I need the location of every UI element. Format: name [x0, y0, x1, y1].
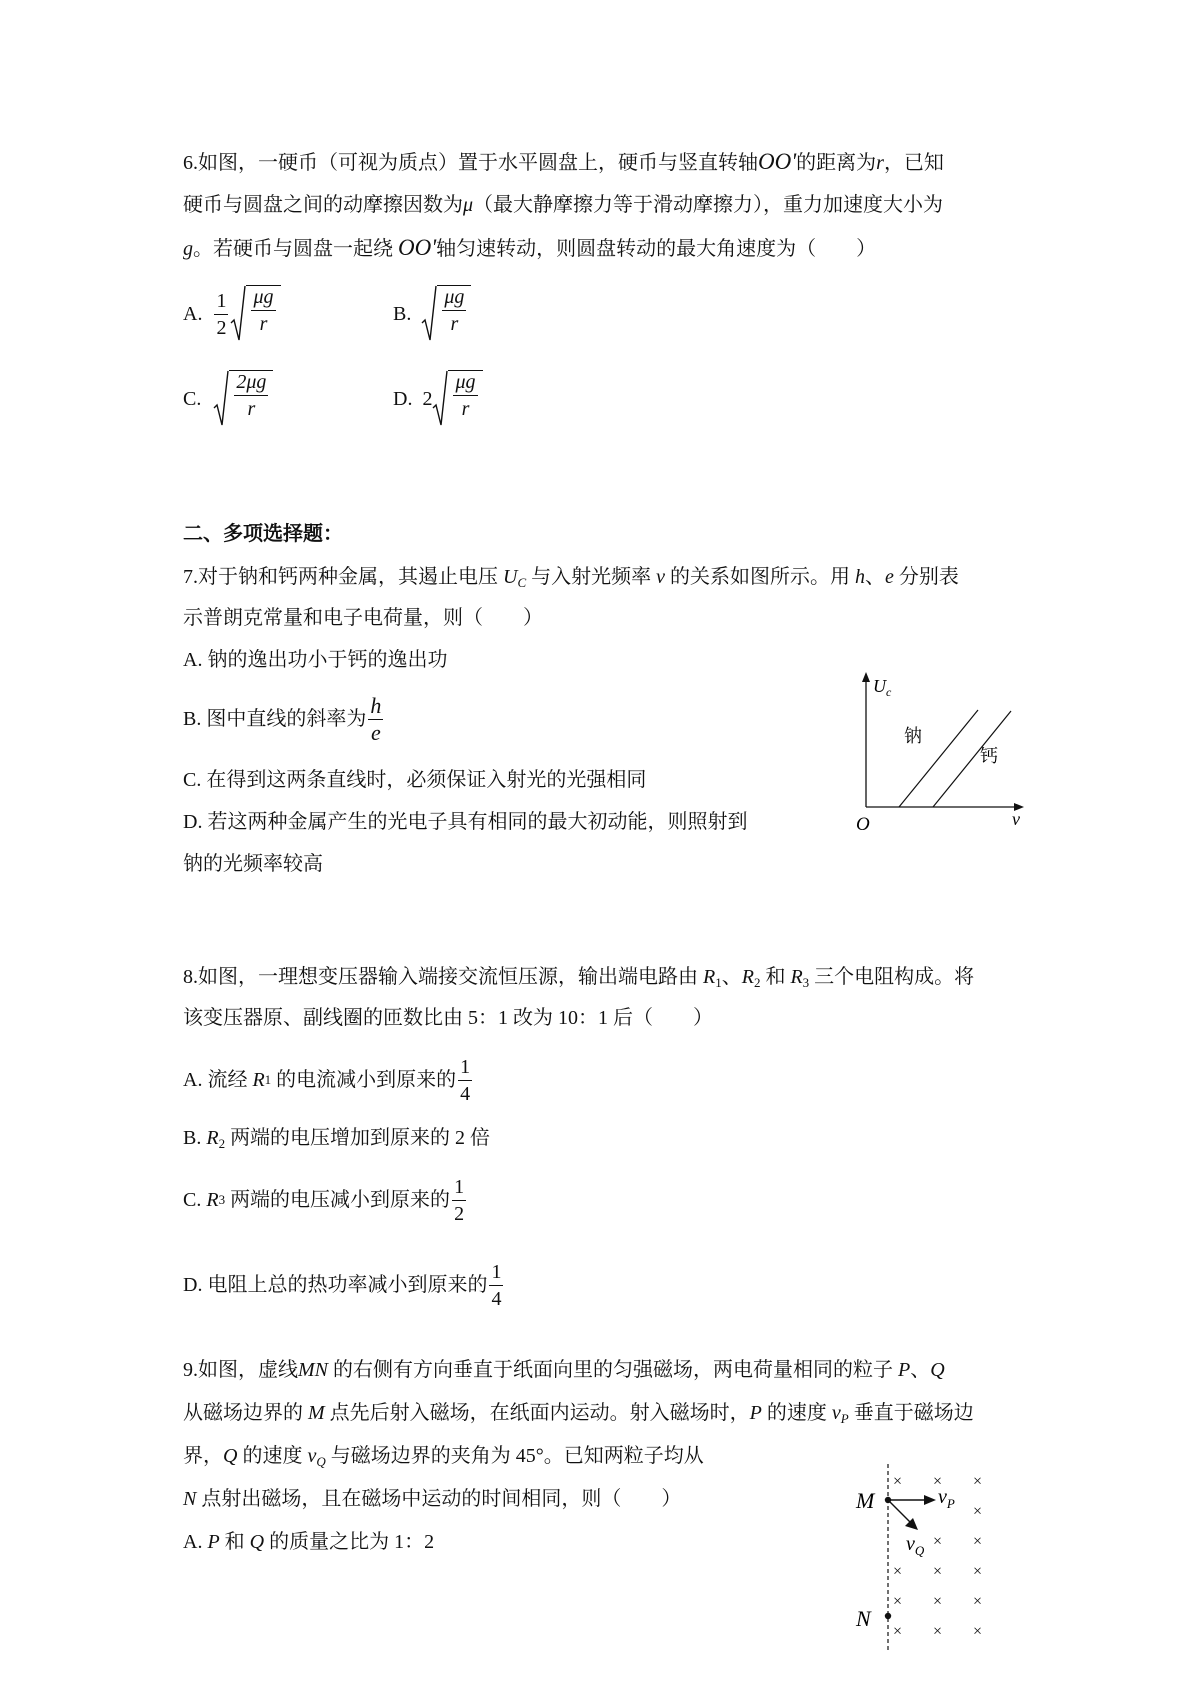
q8-option-b: B. $R_2$ 两端的电压增加到原来的 2 倍	[183, 1127, 491, 1151]
label-vp: $v_P$	[938, 1486, 955, 1511]
field-cross: ×	[893, 1563, 903, 1580]
q9-option-a: A. P 和 Q 的质量之比为 1：2	[183, 1531, 435, 1553]
q7-option-c: C. 在得到这两条直线时，必须保证入射光的光强相同	[183, 769, 647, 791]
q9-line3: 界，Q 的速度 $v_Q$ 与磁场边界的夹角为 45°。已知两粒子均从	[183, 1445, 704, 1469]
y-axis-arrow	[862, 672, 870, 682]
field-cross: ×	[933, 1623, 943, 1640]
calcium-label: 钙	[980, 746, 998, 766]
field-cross: ×	[973, 1593, 983, 1610]
q6-line2	[183, 193, 943, 217]
q9-line4: N 点射出磁场，且在磁场中运动的时间相同，则（ ）	[183, 1488, 682, 1510]
var-r1: R	[703, 966, 716, 988]
q6-text: 轴匀速转动，则圆盘转动的最大角速度为（ ）	[436, 238, 877, 260]
q6-text: （最大静摩擦力等于滑动摩擦力），重力加速度大小为	[473, 194, 944, 216]
fraction: $\frac{1}{4}$	[460, 1055, 471, 1105]
option-label: B.	[393, 303, 412, 325]
velocity-q-arrow	[888, 1500, 911, 1523]
field-cross: ×	[973, 1623, 983, 1640]
field-cross: ×	[973, 1473, 983, 1490]
label-m: M	[856, 1488, 875, 1513]
field-cross: ×	[893, 1593, 903, 1610]
field-cross: ×	[973, 1503, 983, 1520]
field-cross: ×	[933, 1533, 943, 1550]
velocity-p-arrowhead	[924, 1495, 936, 1505]
q8-option-d: D. 电阻上总的热功率减小到原来的 $\frac{1}{4}$	[183, 1260, 502, 1310]
q6-line1	[183, 150, 944, 175]
field-cross: ×	[933, 1473, 943, 1490]
q7-option-a: A. 钠的逸出功小于钙的逸出功	[183, 649, 448, 671]
origin-label: O	[856, 814, 870, 835]
q7-line2: 示普朗克常量和电子电荷量，则（ ）	[183, 607, 543, 629]
sqrt-symbol	[213, 370, 273, 428]
label-vq: $v_Q$	[906, 1533, 925, 1558]
coefficient: 2	[422, 388, 433, 410]
x-axis-label: v	[1012, 809, 1020, 829]
q6-option-c	[183, 367, 273, 431]
field-cross: ×	[893, 1623, 903, 1640]
q8-option-c: C. R 3 两端的电压减小到原来的 $\frac{1}{2}$	[183, 1175, 465, 1225]
var-v: v	[656, 566, 666, 588]
var-mu: μ	[463, 194, 474, 216]
option-label: C.	[183, 388, 202, 410]
sqrt-symbol	[421, 285, 471, 343]
fraction: $\frac{2\mu g}{r}$	[236, 371, 267, 420]
calcium-line	[933, 711, 1011, 807]
q7-line1: 7.对于钠和钙两种金属，其遏止电压 $U_C$ 与入射光频率 v 的关系如图所示。用 h、e 分别表	[183, 566, 959, 590]
var-h: h	[855, 566, 866, 588]
q6-text: 硬币与圆盘之间的动摩擦因数为	[183, 194, 463, 216]
fraction: $\frac{\mu g}{r}$	[253, 286, 274, 335]
var-g: g	[183, 238, 193, 260]
var-uc: $U_C$	[503, 566, 527, 590]
option-label: D.	[393, 388, 413, 410]
fraction: $\frac{\mu g}{r}$	[444, 286, 465, 335]
var-r2: R	[741, 966, 754, 988]
axis-oo: OO'	[398, 235, 437, 260]
fraction: $\frac{\mu g}{r}$	[455, 371, 476, 420]
var-r: r	[876, 152, 884, 174]
field-cross: ×	[933, 1563, 943, 1580]
label-n: N	[856, 1606, 871, 1631]
section-heading: 二、多项选择题：	[183, 523, 343, 545]
q7-option-d-line1: D. 若这两种金属产生的光电子具有相同的最大初动能，则照射到	[183, 811, 748, 833]
q6-line3	[183, 236, 876, 261]
sqrt-symbol	[230, 285, 280, 343]
q6-text: ，已知	[883, 152, 944, 174]
q6-option-b	[393, 282, 471, 346]
option-label: A.	[183, 303, 203, 325]
fraction: $\frac{1}{2}$	[216, 289, 227, 339]
q6-text: 。若硬币与圆盘一起绕	[193, 238, 393, 260]
q9-line2: 从磁场边界的 M 点先后射入磁场，在纸面内运动。射入磁场时，P 的速度 $v_P$ 垂直于磁场边	[183, 1402, 974, 1426]
q7-option-b: B. 图中直线的斜率为 $\frac{h}{e}$	[183, 692, 382, 745]
q8-option-a: A. 流经 R 1 的电流减小到原来的 $\frac{1}{4}$	[183, 1055, 471, 1105]
fraction: $\frac{h}{e}$	[370, 692, 382, 745]
sodium-label: 钠	[904, 726, 922, 746]
point-n	[885, 1613, 891, 1619]
q6-option-a	[183, 282, 281, 346]
q7-option-d-line2: 钠的光频率较高	[183, 853, 323, 875]
y-axis-label: $U_c$	[873, 676, 892, 699]
var-r3: R	[790, 966, 803, 988]
field-cross: ×	[973, 1563, 983, 1580]
q8-line2: 该变压器原、副线圈的匝数比由 5：1 改为 10：1 后（ ）	[183, 1007, 713, 1029]
fraction: $\frac{1}{2}$	[454, 1175, 465, 1225]
q9-line1: 9.如图，虚线MN 的右侧有方向垂直于纸面向里的匀强磁场，两电荷量相同的粒子 P、Q	[183, 1359, 945, 1381]
q6-text: 6.如图，一硬币（可视为质点）置于水平圆盘上，硬币与竖直转轴	[183, 152, 758, 174]
q9-figure	[840, 1460, 1020, 1660]
q6-text: 的距离为	[796, 152, 877, 174]
field-cross: ×	[973, 1533, 983, 1550]
q8-line1: 8.如图，一理想变压器输入端接交流恒压源，输出端电路由 $R_1$、$R_2$ 和 $R_3$ 三个电阻构成。将	[183, 966, 975, 990]
sodium-line	[899, 710, 978, 807]
q7-graph	[840, 668, 1030, 843]
field-cross: ×	[893, 1473, 903, 1490]
sqrt-symbol	[432, 370, 482, 428]
var-e: e	[885, 566, 894, 588]
fraction: $\frac{1}{4}$	[491, 1260, 502, 1310]
axis-oo: OO'	[758, 149, 797, 174]
field-cross: ×	[933, 1593, 943, 1610]
q6-option-d	[393, 367, 483, 431]
